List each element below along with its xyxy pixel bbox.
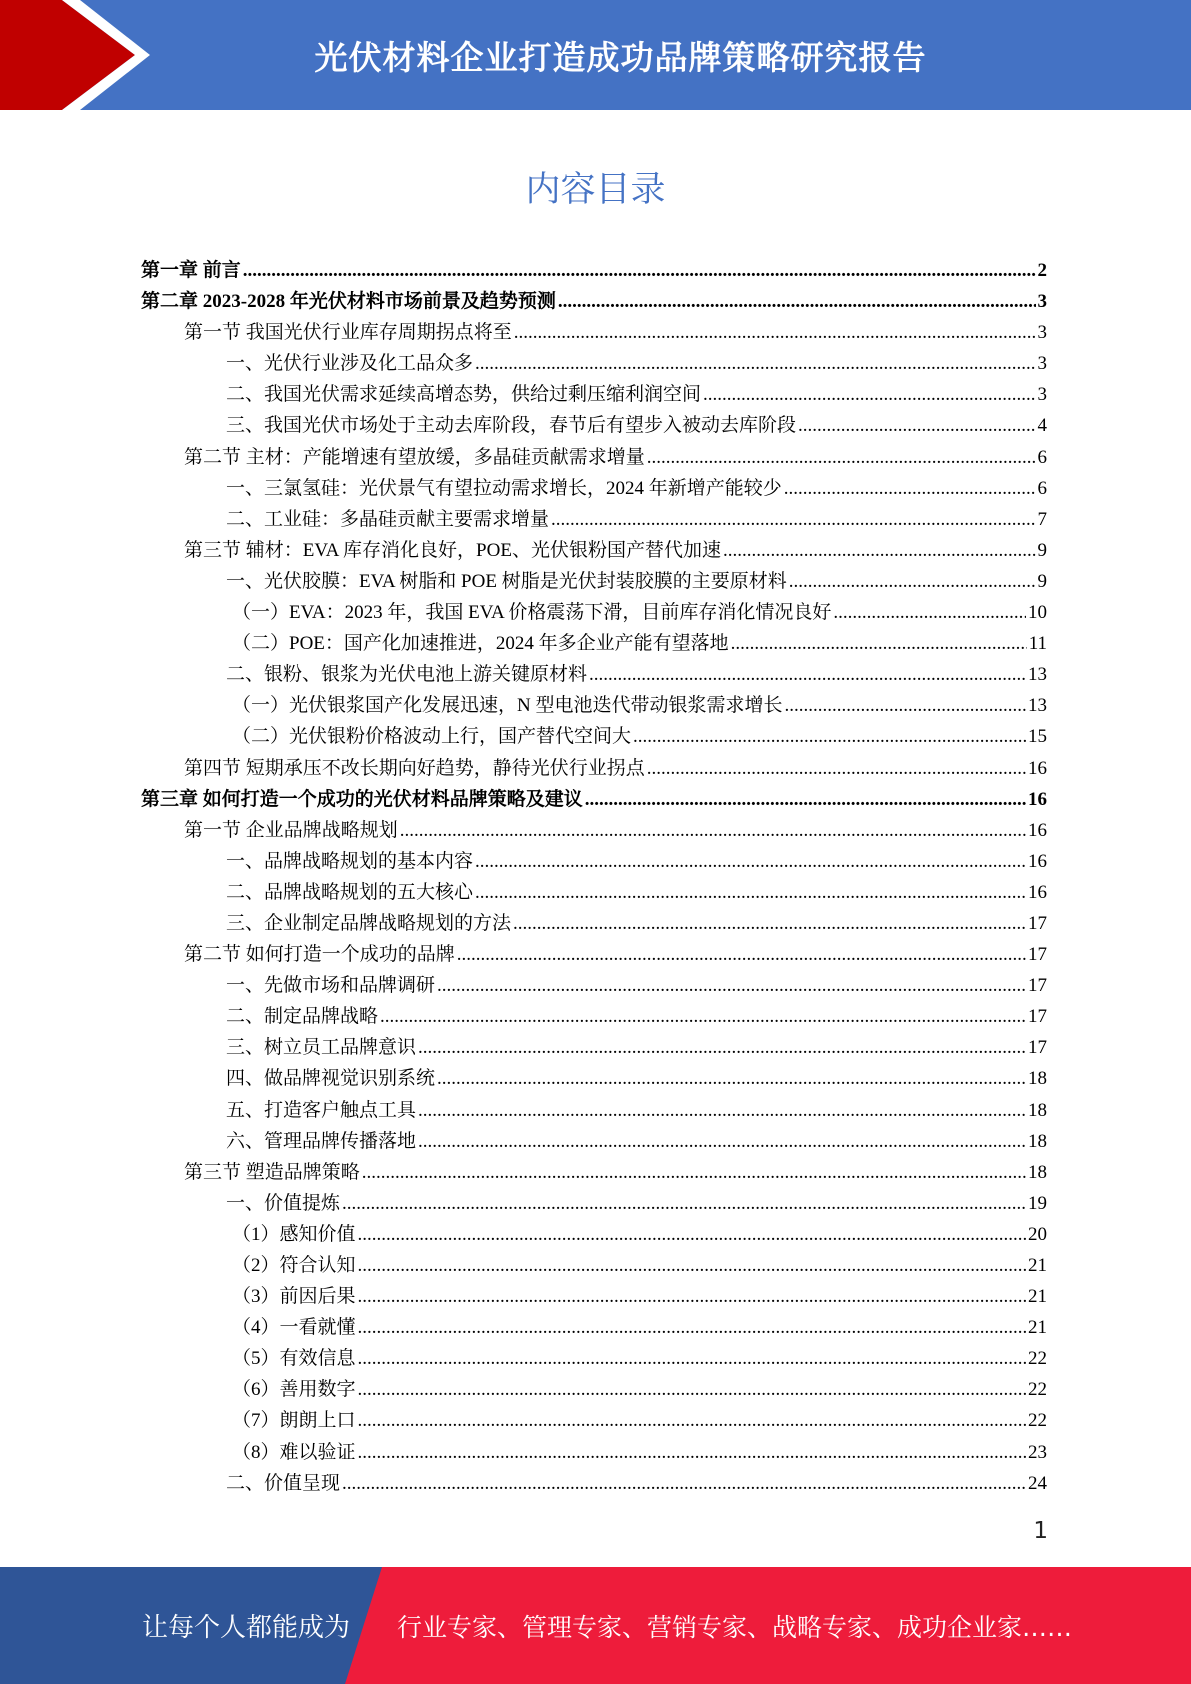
toc-entry-page: 9	[1037, 539, 1047, 561]
toc-entry-page: 3	[1037, 353, 1047, 375]
toc-heading: 内容目录	[525, 170, 666, 210]
toc-entry[interactable]	[141, 721, 1047, 752]
toc-entry-page: 17	[1028, 1006, 1047, 1028]
toc-leader-dots	[475, 348, 1035, 379]
toc-entry-title: 第一节 我国光伏行业库存周期拐点将至	[184, 322, 512, 344]
toc-entry-title: 第二节 如何打造一个成功的品牌	[184, 944, 455, 966]
toc-entry-page: 4	[1037, 415, 1047, 437]
toc-entry-title: 第四节 短期承压不改长期向好趋势，静待光伏行业拐点	[184, 757, 645, 779]
toc-entry-page: 3	[1037, 384, 1047, 406]
toc-leader-dots	[585, 784, 1026, 815]
footer-band	[0, 1567, 1191, 1684]
toc-entry-page: 17	[1028, 975, 1047, 997]
toc-leader-dots	[418, 1126, 1026, 1157]
toc-entry-title: 四、做品牌视觉识别系统	[226, 1068, 436, 1090]
toc-entry[interactable]	[141, 1312, 1047, 1343]
toc-entry-title: （二）POE：国产化加速推进，2024 年多企业产能有望落地	[232, 633, 729, 655]
toc-entry-page: 7	[1037, 508, 1047, 530]
toc-entry-page: 16	[1028, 850, 1047, 872]
toc-entry[interactable]	[141, 1343, 1047, 1374]
toc-leader-dots	[358, 1437, 1026, 1468]
toc-entry-title: 一、品牌战略规划的基本内容	[226, 850, 474, 872]
toc-entry-page: 21	[1028, 1317, 1047, 1339]
toc-entry[interactable]	[141, 473, 1047, 504]
toc-entry-title: 第一章 前言	[141, 260, 241, 281]
toc-leader-dots	[437, 970, 1026, 1001]
toc-leader-dots	[342, 1468, 1026, 1499]
toc-entry[interactable]	[141, 504, 1047, 535]
toc-entry-page: 22	[1028, 1379, 1047, 1401]
toc-entry-title: 五、打造客户触点工具	[226, 1099, 417, 1121]
toc-entry-page: 17	[1028, 1037, 1047, 1059]
toc-entry-title: 一、三氯氢硅：光伏景气有望拉动需求增长，2024 年新增产能较少	[226, 477, 782, 499]
toc-leader-dots	[589, 659, 1026, 690]
toc-entry-title: 一、光伏胶膜：EVA 树脂和 POE 树脂是光伏封装胶膜的主要原材料	[226, 570, 787, 592]
toc-entry-page: 17	[1028, 912, 1047, 934]
toc-leader-dots	[358, 1281, 1026, 1312]
toc-leader-dots	[437, 1063, 1026, 1094]
toc-entry-page: 6	[1037, 477, 1047, 499]
toc-leader-dots	[342, 1188, 1026, 1219]
toc-leader-dots	[243, 255, 1036, 286]
toc-leader-dots	[833, 597, 1026, 628]
toc-entry-title: （二）光伏银粉价格波动上行，国产替代空间大	[232, 726, 632, 748]
toc-entry-page: 6	[1037, 446, 1047, 468]
toc-entry-page: 2	[1037, 260, 1047, 281]
toc-leader-dots	[647, 753, 1026, 784]
toc-leader-dots	[789, 566, 1036, 597]
toc-leader-dots	[418, 1095, 1026, 1126]
toc-entry-title: （3）前因后果	[232, 1286, 356, 1308]
toc-entry[interactable]	[141, 1250, 1047, 1281]
toc-entry-title: 二、品牌战略规划的五大核心	[226, 881, 474, 903]
toc-entry[interactable]	[141, 815, 1047, 846]
toc-entry[interactable]	[141, 348, 1047, 379]
toc-entry-page: 18	[1028, 1068, 1047, 1090]
toc-entry-page: 22	[1028, 1410, 1047, 1432]
toc-entry-page: 20	[1028, 1223, 1047, 1245]
toc-entry-page: 16	[1028, 819, 1047, 841]
toc-entry-title: 六、管理品牌传播落地	[226, 1130, 417, 1152]
toc-entry-title: 一、光伏行业涉及化工品众多	[226, 353, 474, 375]
report-title: 光伏材料企业打造成功品牌策略研究报告	[314, 37, 927, 77]
toc-entry[interactable]	[141, 379, 1047, 410]
toc-entry[interactable]	[141, 784, 1047, 815]
toc-entry[interactable]	[141, 877, 1047, 908]
toc-entry[interactable]	[141, 753, 1047, 784]
footer-slogan-left: 让每个人都能成为	[142, 1613, 351, 1643]
toc-leader-dots	[558, 286, 1036, 317]
toc-entry-title: （一）EVA：2023 年，我国 EVA 价格震荡下滑，目前库存消化情况良好	[232, 602, 832, 624]
toc-entry[interactable]	[141, 597, 1047, 628]
toc-entry-page: 21	[1028, 1286, 1047, 1308]
toc-leader-dots	[358, 1250, 1026, 1281]
toc-entry[interactable]	[141, 566, 1047, 597]
toc-entry-title: 第二节 主材：产能增速有望放缓，多晶硅贡献需求增量	[184, 446, 645, 468]
toc-leader-dots	[358, 1374, 1026, 1405]
toc-entry-page: 10	[1028, 602, 1047, 624]
toc-entry-page: 9	[1037, 570, 1047, 592]
toc-entry[interactable]	[141, 286, 1047, 317]
toc-entry-page: 21	[1028, 1255, 1047, 1276]
toc-entry-title: 三、我国光伏市场处于主动去库阶段，春节后有望步入被动去库阶段	[226, 415, 797, 437]
toc-entry-page: 3	[1037, 322, 1047, 344]
toc-entry-page: 18	[1028, 1099, 1047, 1121]
toc-entry-page: 16	[1028, 788, 1047, 810]
toc-leader-dots	[475, 877, 1026, 908]
toc-leader-dots	[400, 815, 1026, 846]
toc-leader-dots	[513, 908, 1026, 939]
toc-entry-title: （6）善用数字	[232, 1379, 356, 1401]
toc-entry-title: 二、银粉、银浆为光伏电池上游关键原材料	[226, 664, 588, 686]
toc-entry-page: 22	[1028, 1348, 1047, 1370]
toc-entry-page: 17	[1028, 944, 1047, 966]
toc-leader-dots	[647, 442, 1036, 473]
toc-entry-title: 二、我国光伏需求延续高增态势，供给过剩压缩利润空间	[226, 384, 702, 406]
toc-entry[interactable]	[141, 410, 1047, 441]
toc-entry-title: （7）朗朗上口	[232, 1410, 356, 1432]
toc-entry-page: 18	[1028, 1161, 1047, 1183]
toc-entry[interactable]	[141, 628, 1047, 659]
toc-entry[interactable]	[141, 690, 1047, 721]
toc-entry-page: 16	[1028, 757, 1047, 779]
toc-entry-title: 一、先做市场和品牌调研	[226, 975, 436, 997]
toc-leader-dots	[731, 628, 1027, 659]
toc-entry-title: （1）感知价值	[232, 1223, 356, 1245]
toc-entry-title: （2）符合认知	[232, 1255, 356, 1276]
toc-leader-dots	[358, 1405, 1026, 1436]
toc-list	[141, 255, 1047, 1499]
toc-leader-dots	[784, 473, 1036, 504]
toc-entry-title: 第二章 2023-2028 年光伏材料市场前景及趋势预测	[141, 291, 556, 313]
toc-entry-title: 第三章 如何打造一个成功的光伏材料品牌策略及建议	[141, 788, 583, 810]
toc-leader-dots	[380, 1001, 1026, 1032]
toc-entry[interactable]	[141, 659, 1047, 690]
toc-entry-page: 23	[1028, 1441, 1047, 1463]
toc-entry[interactable]	[141, 1032, 1047, 1063]
toc-entry[interactable]	[141, 1374, 1047, 1405]
toc-entry-title: （5）有效信息	[232, 1348, 356, 1370]
toc-leader-dots	[358, 1343, 1026, 1374]
toc-entry-page: 11	[1028, 633, 1047, 655]
toc-entry-title: 第三节 塑造品牌策略	[184, 1161, 360, 1183]
toc-entry-title: 一、价值提炼	[226, 1192, 341, 1214]
toc-entry-title: 三、树立员工品牌意识	[226, 1037, 417, 1059]
toc-entry[interactable]	[141, 255, 1047, 286]
page-number: 1	[1033, 1518, 1048, 1544]
toc-entry-title: （4）一看就懂	[232, 1317, 356, 1339]
toc-entry[interactable]	[141, 1063, 1047, 1094]
toc-entry-page: 13	[1028, 664, 1047, 686]
toc-entry[interactable]	[141, 846, 1047, 877]
toc-entry[interactable]	[141, 442, 1047, 473]
toc-entry-title: 三、企业制定品牌战略规划的方法	[226, 912, 512, 934]
toc-entry[interactable]	[141, 970, 1047, 1001]
toc-entry[interactable]	[141, 535, 1047, 566]
toc-entry[interactable]	[141, 1405, 1047, 1436]
report-header-band	[0, 0, 1191, 110]
toc-entry-title: 第一节 企业品牌战略规划	[184, 819, 398, 841]
toc-leader-dots	[418, 1032, 1026, 1063]
toc-leader-dots	[633, 721, 1026, 752]
toc-entry-title: 二、制定品牌战略	[226, 1006, 379, 1028]
header-arrow-icon	[0, 0, 160, 110]
toc-entry-page: 16	[1028, 881, 1047, 903]
toc-entry-page: 3	[1037, 291, 1047, 313]
toc-leader-dots	[358, 1219, 1026, 1250]
toc-entry-title: 第三节 辅材：EVA 库存消化良好，POE、光伏银粉国产替代加速	[184, 539, 721, 561]
toc-entry[interactable]	[141, 1468, 1047, 1499]
toc-entry-page: 18	[1028, 1130, 1047, 1152]
toc-entry[interactable]	[141, 939, 1047, 970]
toc-entry[interactable]	[141, 1281, 1047, 1312]
toc-entry[interactable]	[141, 1437, 1047, 1468]
toc-leader-dots	[362, 1157, 1026, 1188]
toc-entry[interactable]	[141, 1157, 1047, 1188]
toc-entry-page: 13	[1028, 695, 1047, 717]
toc-leader-dots	[703, 379, 1035, 410]
toc-entry[interactable]	[141, 1001, 1047, 1032]
toc-leader-dots	[551, 504, 1035, 535]
toc-entry-title: （一）光伏银浆国产化发展迅速，N 型电池迭代带动银浆需求增长	[232, 695, 783, 717]
toc-leader-dots	[514, 317, 1036, 348]
footer-slogan-right: 行业专家、管理专家、营销专家、战略专家、成功企业家……	[397, 1612, 1073, 1642]
toc-entry-title: （8）难以验证	[232, 1441, 356, 1463]
toc-leader-dots	[784, 690, 1026, 721]
toc-entry[interactable]	[141, 1219, 1047, 1250]
toc-leader-dots	[723, 535, 1036, 566]
toc-entry-title: 二、工业硅：多晶硅贡献主要需求增量	[226, 508, 550, 530]
toc-entry[interactable]	[141, 1126, 1047, 1157]
toc-entry[interactable]	[141, 1095, 1047, 1126]
toc-leader-dots	[475, 846, 1026, 877]
toc-entry-page: 15	[1028, 726, 1047, 748]
toc-entry[interactable]	[141, 908, 1047, 939]
toc-leader-dots	[798, 410, 1035, 441]
toc-entry-page: 19	[1028, 1192, 1047, 1214]
toc-entry-page: 24	[1028, 1472, 1047, 1494]
toc-entry[interactable]	[141, 317, 1047, 348]
toc-entry-title: 二、价值呈现	[226, 1472, 341, 1494]
toc-leader-dots	[457, 939, 1026, 970]
toc-entry[interactable]	[141, 1188, 1047, 1219]
toc-leader-dots	[358, 1312, 1026, 1343]
